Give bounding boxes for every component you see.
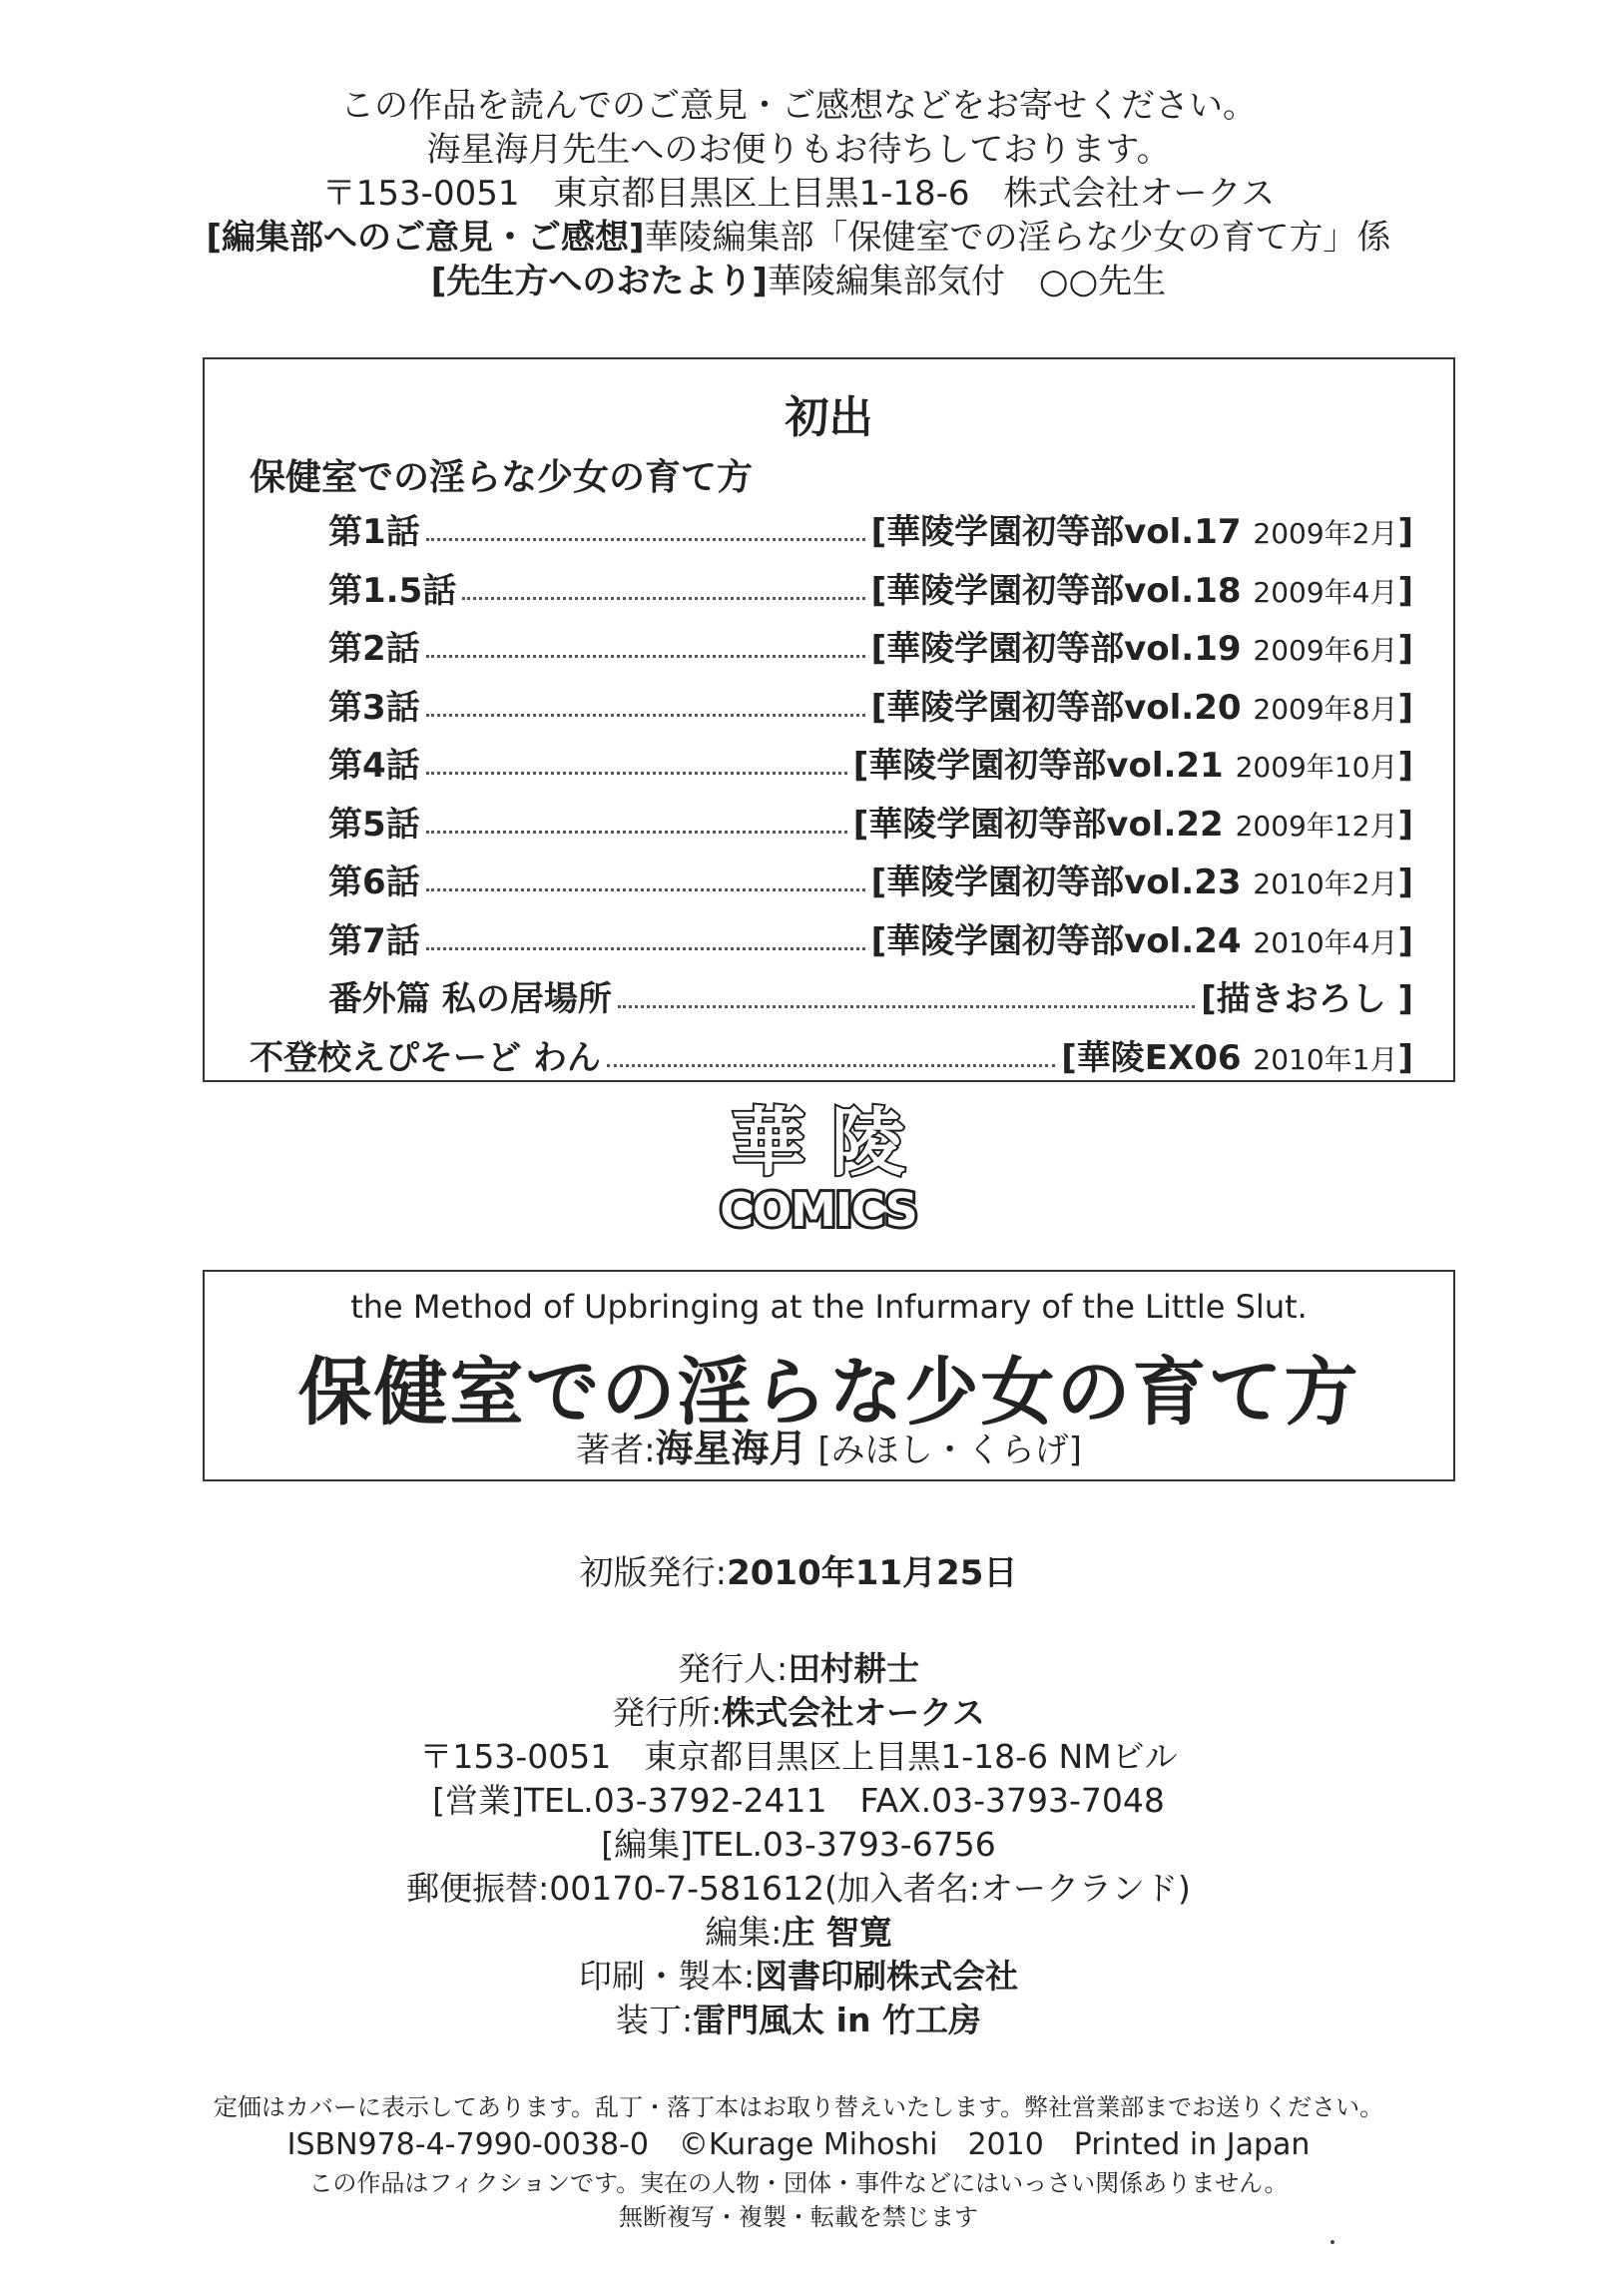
author-line [205, 1418, 1453, 1472]
credits-block [0, 1647, 1597, 2042]
contact-block [0, 84, 1597, 303]
episode-close-bracket: ] [1397, 979, 1413, 1019]
episode-magazine: [描きおろし [1201, 979, 1386, 1019]
credit-design-label: 装丁: [616, 2001, 694, 2039]
contact-editorial [0, 216, 1597, 260]
episode-date: 2009年6月 [1253, 634, 1398, 667]
episode-source [871, 680, 1413, 729]
credit-company [0, 1691, 1597, 1735]
leader-dots [426, 947, 865, 950]
episode-close-bracket: ] [1397, 862, 1413, 902]
episode-date: 2010年4月 [1253, 925, 1398, 959]
episode-title: 第3話 [328, 687, 420, 728]
publisher-logo [699, 1098, 938, 1238]
episode-source [871, 855, 1413, 903]
credit-design [0, 1999, 1597, 2042]
copy-note: 無断複写・複製・転載を禁じます [619, 2203, 978, 2231]
episode-row [250, 1025, 1413, 1079]
episode-magazine: [華陵学園初等部vol.23 [870, 862, 1242, 902]
price-note: 定価はカバーに表示してあります。乱丁・落丁本はお取り替えいたします。弊社営業部までお送りください。 [213, 2093, 1384, 2121]
credit-editor [0, 1911, 1597, 1955]
episode-row [328, 558, 1413, 612]
credit-editor-name: 庄 智寛 [782, 1913, 892, 1952]
episode-date: 2009年12月 [1235, 809, 1398, 843]
episode-magazine: [華陵EX06 [1061, 1037, 1242, 1078]
episode-row [328, 792, 1413, 846]
episode-title: 第1話 [328, 512, 420, 552]
episode-close-bracket: ] [1397, 629, 1413, 669]
credit-editor-label: 編集: [705, 1913, 783, 1952]
credit-publisher-name: 田村耕士 [788, 1649, 920, 1688]
episode-title: 第1.5話 [328, 570, 457, 611]
first-publication-box [203, 357, 1455, 1082]
episode-row [328, 675, 1413, 729]
credit-company-name: 株式会社オークス [722, 1693, 985, 1732]
credit-printing-label: 印刷・製本: [578, 1957, 756, 1996]
leader-dots [618, 1005, 1195, 1008]
episode-row [328, 966, 1413, 1020]
contact-line-2: 海星海月先生へのお便りもお待ちしております。 [426, 130, 1171, 170]
credit-address: 〒153-0051 東京都目黒区上目黒1-18-6 NMビル [419, 1737, 1178, 1776]
episode-title: 第6話 [328, 862, 420, 902]
episode-title: 不登校えぴそーど わん [250, 1037, 601, 1078]
episode-source [871, 563, 1413, 612]
contact-line-1: この作品を読んでのご意見・ご感想などをお寄せください。 [340, 86, 1257, 126]
episode-row [328, 616, 1413, 670]
episode-source [853, 738, 1413, 787]
contact-editorial-text: 華陵編集部「保健室での淫らな少女の育て方」係 [644, 218, 1391, 258]
episode-row [328, 499, 1413, 553]
episode-magazine: [華陵学園初等部vol.19 [870, 629, 1242, 669]
episode-close-bracket: ] [1397, 1037, 1413, 1078]
contact-editorial-label: [編集部へのご意見・ご感想] [206, 218, 645, 258]
credit-printing [0, 1955, 1597, 1999]
fiction-note: この作品はフィクションです。実在の人物・団体・事件などにはいっさい関係ありません。 [308, 2169, 1289, 2197]
isbn-line: ISBN978-4-7990-0038-0 ©Kurage Mihoshi 2010 Printed in Japan [286, 2127, 1311, 2162]
episode-magazine: [華陵学園初等部vol.20 [870, 687, 1242, 728]
english-title: the Method of Upbringing at the Infurmary of the Little Slut. [350, 1288, 1308, 1326]
episode-row [328, 908, 1413, 962]
episode-close-bracket: ] [1397, 920, 1413, 961]
footer-notes [0, 2090, 1597, 2234]
episode-date: 2009年10月 [1235, 751, 1398, 784]
credit-editorial-tel: [編集]TEL.03-3793-6756 [601, 1825, 996, 1864]
leader-dots [426, 831, 847, 834]
logo-comics-text: COMICS [720, 1183, 917, 1237]
episode-close-bracket: ] [1397, 512, 1413, 552]
episode-close-bracket: ] [1397, 746, 1413, 786]
episode-row [328, 850, 1413, 903]
episode-close-bracket: ] [1397, 804, 1413, 845]
author-label: 著者: [576, 1431, 656, 1470]
print-speck [1331, 2240, 1334, 2244]
leader-dots [426, 655, 865, 658]
title-box [203, 1270, 1455, 1481]
episode-source [871, 621, 1413, 670]
japanese-title: 保健室での淫らな少女の育て方 [297, 1350, 1360, 1435]
episode-source [1061, 1030, 1413, 1079]
leader-dots [607, 1064, 1055, 1067]
logo-kanji: 華 陵 [732, 1100, 905, 1186]
episode-source [871, 504, 1413, 553]
contact-letters-text: 華陵編集部気付 ○○先生 [767, 262, 1167, 301]
author-name: 海星海月 [655, 1427, 807, 1470]
episode-title: 第2話 [328, 629, 420, 669]
episode-magazine: [華陵学園初等部vol.24 [870, 920, 1242, 961]
episode-date: 2009年8月 [1253, 692, 1398, 726]
episode-magazine: [華陵学園初等部vol.17 [870, 512, 1242, 552]
episode-date: 2010年2月 [1253, 867, 1398, 900]
contact-address: 〒153-0051 東京都目黒区上目黒1-18-6 株式会社オークス [321, 174, 1276, 214]
episode-row [328, 733, 1413, 787]
episode-date: 2010年1月 [1253, 1042, 1398, 1076]
episode-source [853, 797, 1413, 846]
credit-sales: [営業]TEL.03-3792-2411 FAX.03-3793-7048 [432, 1781, 1165, 1820]
credit-design-name: 雷門風太 in 竹工房 [693, 2001, 981, 2039]
episode-magazine: [華陵学園初等部vol.22 [852, 804, 1224, 845]
credit-publisher-label: 発行人: [677, 1649, 789, 1688]
episode-magazine: [華陵学園初等部vol.21 [852, 746, 1224, 786]
episode-title: 第4話 [328, 746, 420, 786]
first-edition-date: 2010年11月25日 [727, 1553, 1018, 1593]
episode-date: 2009年4月 [1253, 575, 1398, 609]
leader-dots [426, 888, 865, 891]
first-edition-label: 初版発行: [579, 1553, 728, 1593]
first-publication-heading: 初出 [785, 392, 873, 443]
leader-dots [462, 597, 864, 600]
episode-magazine: [華陵学園初等部vol.18 [870, 570, 1242, 611]
episode-date: 2009年2月 [1253, 517, 1398, 550]
leader-dots [426, 538, 865, 541]
episode-title: 番外篇 私の居場所 [328, 979, 612, 1019]
episode-close-bracket: ] [1397, 570, 1413, 611]
contact-letters-label: [先生方へのおたより] [430, 262, 768, 301]
credit-company-label: 発行所: [612, 1693, 723, 1732]
episode-title: 第5話 [328, 804, 420, 845]
series-title: 保健室での淫らな少女の育て方 [250, 457, 754, 498]
first-edition-line [0, 1545, 1597, 1594]
contact-letters [0, 260, 1597, 303]
episode-source [871, 913, 1413, 962]
credit-postal: 郵便振替:00170-7-581612(加入者名:オークランド) [406, 1869, 1191, 1908]
episode-source [1201, 971, 1413, 1020]
credit-publisher [0, 1647, 1597, 1691]
leader-dots [426, 772, 847, 775]
credit-printing-name: 図書印刷株式会社 [755, 1957, 1019, 1996]
episode-title: 第7話 [328, 920, 420, 961]
author-reading: [みほし・くらげ] [817, 1431, 1082, 1470]
leader-dots [426, 714, 865, 717]
episode-close-bracket: ] [1397, 687, 1413, 728]
